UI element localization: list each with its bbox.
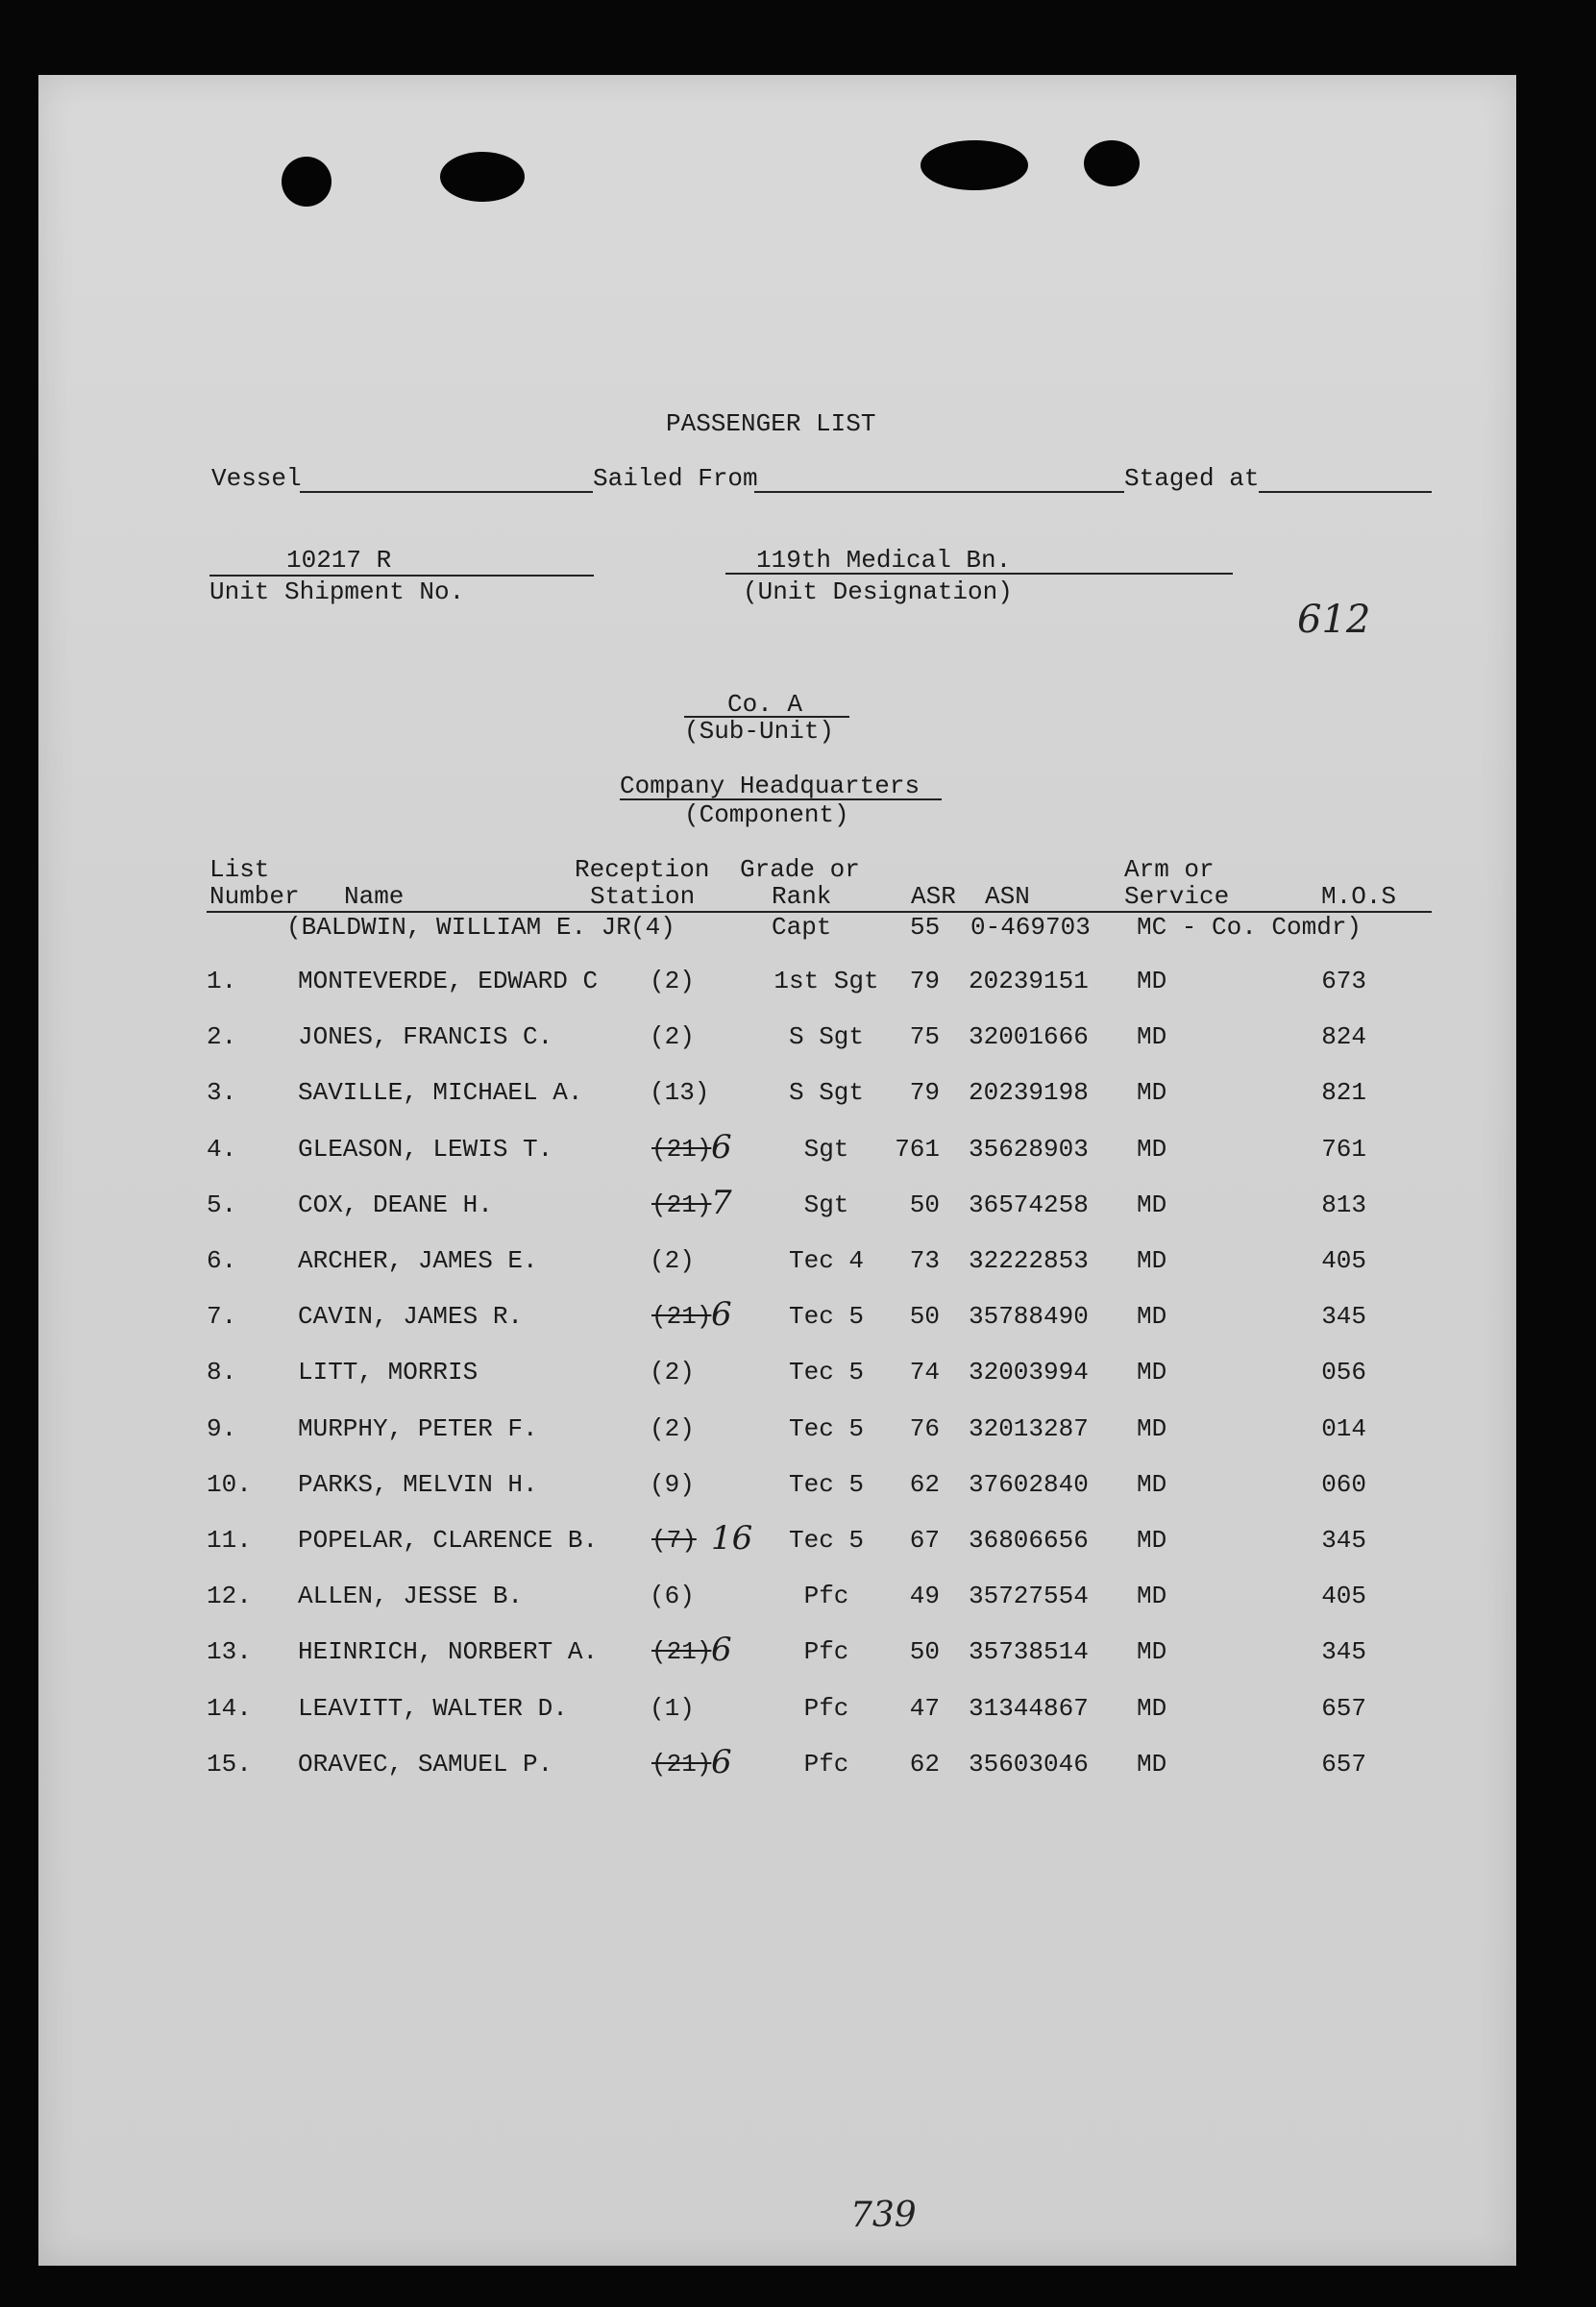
col-name: Name [344,882,405,911]
row-name: ORAVEC, SAMUEL P. [298,1750,553,1779]
row-number: 14. [207,1694,252,1723]
row-number: 13. [207,1637,252,1666]
row-service: MD [1137,1078,1167,1107]
row-reception-station: (13) [650,1078,710,1107]
row-rank: 1st Sgt [773,967,879,995]
row-rank: Tec 4 [788,1246,864,1275]
row-asn: 35628903 [969,1135,1089,1164]
row-name: MURPHY, PETER F. [298,1414,538,1443]
row-reception-station: (21) [651,1302,712,1331]
row-asn: 32003994 [969,1358,1089,1387]
row-name: HEINRICH, NORBERT A. [298,1637,599,1666]
row-name: ALLEN, JESSE B. [298,1582,524,1610]
row-mos: 824 [1321,1022,1366,1051]
vessel-field-line [300,491,593,493]
row-service: MD [1137,1022,1167,1051]
punch-hole [1084,140,1140,186]
commander-service: MC - Co. Comdr) [1137,913,1363,942]
row-reception-station: (2) [650,1246,695,1275]
sailed-from-field-line [754,491,1124,493]
row-asn: 32222853 [969,1246,1089,1275]
row-name: POPELAR, CLARENCE B. [298,1526,599,1555]
row-reception-station: (2) [650,1022,695,1051]
row-mos: 345 [1321,1637,1366,1666]
row-handwritten-station: 6 [711,1128,732,1166]
col-arm: Arm or [1124,855,1215,884]
row-service: MD [1137,1358,1167,1387]
row-mos: 345 [1321,1526,1366,1555]
staged-at-field-line [1259,491,1432,493]
row-reception-station: (1) [650,1694,695,1723]
subunit-label: (Sub-Unit) [684,717,835,746]
row-number: 4. [207,1135,237,1164]
row-handwritten-station: 6 [711,1295,732,1334]
row-asr: 76 [909,1414,940,1443]
row-mos: 821 [1321,1078,1366,1107]
row-number: 11. [207,1526,252,1555]
row-rank: Pfc [803,1637,849,1666]
row-rank: Pfc [803,1694,849,1723]
row-number: 5. [207,1190,237,1219]
row-mos: 056 [1321,1358,1366,1387]
row-mos: 657 [1321,1750,1366,1779]
row-service: MD [1137,1637,1167,1666]
row-handwritten-station: 7 [711,1184,732,1222]
row-asn: 20239198 [969,1078,1089,1107]
row-name: CAVIN, JAMES R. [298,1302,524,1331]
page-title: PASSENGER LIST [666,409,876,438]
row-asn: 35738514 [969,1637,1089,1666]
component-label: (Component) [684,800,849,829]
row-asr: 73 [909,1246,940,1275]
row-rank: Tec 5 [788,1302,864,1331]
col-list-number-2: Number [209,882,300,911]
row-service: MD [1137,1190,1167,1219]
row-asn: 35788490 [969,1302,1089,1331]
col-mos: M.O.S [1321,882,1397,911]
row-name: MONTEVERDE, EDWARD C [298,967,599,995]
row-asr: 50 [909,1190,940,1219]
row-handwritten-station: 16 [711,1519,753,1558]
row-asn: 35603046 [969,1750,1089,1779]
row-reception-station: (21) [651,1750,712,1779]
row-number: 12. [207,1582,252,1610]
col-grade-2: Rank [772,882,832,911]
punch-hole [921,140,1028,190]
row-asr: 79 [909,967,940,995]
col-reception: Reception [575,855,710,884]
row-number: 8. [207,1358,237,1387]
row-name: GLEASON, LEWIS T. [298,1135,553,1164]
row-number: 10. [207,1470,252,1499]
unit-designation-label: (Unit Designation) [743,577,1013,606]
row-service: MD [1137,1694,1167,1723]
row-asn: 32013287 [969,1414,1089,1443]
row-asr: 79 [909,1078,940,1107]
row-rank: S Sgt [788,1078,864,1107]
row-rank: Tec 5 [788,1470,864,1499]
row-number: 15. [207,1750,252,1779]
sailed-from-label: Sailed From [593,464,758,493]
row-service: MD [1137,1414,1167,1443]
row-service: MD [1137,1750,1167,1779]
commander-name: (BALDWIN, WILLIAM E. JR [286,913,631,942]
row-mos: 813 [1321,1190,1366,1219]
row-reception-station: (6) [650,1582,695,1610]
row-number: 9. [207,1414,237,1443]
row-mos: 060 [1321,1470,1366,1499]
page-number: 739 [850,2196,917,2235]
row-reception-station: (2) [650,1358,695,1387]
row-asn: 35727554 [969,1582,1089,1610]
row-rank: Tec 5 [788,1358,864,1387]
row-reception-station: (21) [651,1637,712,1666]
row-number: 7. [207,1302,237,1331]
punch-hole [282,157,331,207]
row-asr: 50 [909,1637,940,1666]
staged-at-label: Staged at [1124,464,1260,493]
row-service: MD [1137,1470,1167,1499]
unit-designation-value: 119th Medical Bn. [756,546,1012,575]
row-rank: S Sgt [788,1022,864,1051]
shipment-no-value: 10217 R [286,546,392,575]
row-number: 3. [207,1078,237,1107]
row-asn: 36574258 [969,1190,1089,1219]
row-asr: 50 [909,1302,940,1331]
row-asn: 37602840 [969,1470,1089,1499]
row-rank: Pfc [803,1582,849,1610]
row-mos: 657 [1321,1694,1366,1723]
row-mos: 014 [1321,1414,1366,1443]
row-service: MD [1137,1582,1167,1610]
col-asr: ASR [911,882,956,911]
row-asn: 31344867 [969,1694,1089,1723]
row-service: MD [1137,1246,1167,1275]
row-asr: 761 [895,1135,940,1164]
row-asn: 36806656 [969,1526,1089,1555]
row-number: 1. [207,967,237,995]
row-name: SAVILLE, MICHAEL A. [298,1078,583,1107]
row-rank: Pfc [803,1750,849,1779]
row-rank: Tec 5 [788,1526,864,1555]
row-mos: 761 [1321,1135,1366,1164]
document-page [38,75,1516,2266]
row-number: 2. [207,1022,237,1051]
handwritten-number: 612 [1297,598,1371,642]
unit-designation-line [725,573,1233,575]
commander-asr: 55 [910,913,941,942]
row-service: MD [1137,1302,1167,1331]
commander-station: (4) [630,913,675,942]
row-name: PARKS, MELVIN H. [298,1470,538,1499]
row-name: COX, DEANE H. [298,1190,493,1219]
component-value: Company Headquarters [620,772,921,800]
row-number: 6. [207,1246,237,1275]
row-reception-station: (21) [651,1190,712,1219]
row-mos: 405 [1321,1246,1366,1275]
row-handwritten-station: 6 [711,1631,732,1669]
row-asr: 62 [909,1750,940,1779]
row-service: MD [1137,967,1167,995]
row-asr: 47 [909,1694,940,1723]
row-name: ARCHER, JAMES E. [298,1246,538,1275]
row-reception-station: (21) [651,1135,712,1164]
row-reception-station: (2) [650,1414,695,1443]
row-asn: 32001666 [969,1022,1089,1051]
row-mos: 345 [1321,1302,1366,1331]
row-rank: Sgt [803,1190,849,1219]
row-name: JONES, FRANCIS C. [298,1022,553,1051]
commander-asn: 0-469703 [970,913,1091,942]
row-rank: Tec 5 [788,1414,864,1443]
col-list-number: List [209,855,270,884]
col-arm-2: Service [1124,882,1230,911]
vessel-label: Vessel [211,464,302,493]
row-handwritten-station: 6 [711,1743,732,1781]
row-asr: 67 [909,1526,940,1555]
row-reception-station: (9) [650,1470,695,1499]
row-service: MD [1137,1526,1167,1555]
row-rank: Sgt [803,1135,849,1164]
col-grade: Grade or [740,855,860,884]
commander-rank: Capt [772,913,832,942]
row-reception-station: (2) [650,967,695,995]
shipment-no-line [209,575,594,577]
row-service: MD [1137,1135,1167,1164]
punch-hole [440,152,525,202]
row-asr: 75 [909,1022,940,1051]
row-asn: 20239151 [969,967,1089,995]
col-reception-2: Station [590,882,696,911]
shipment-no-label: Unit Shipment No. [209,577,465,606]
row-asr: 49 [909,1582,940,1610]
row-reception-station: (7) [651,1526,697,1555]
row-asr: 62 [909,1470,940,1499]
col-asn: ASN [985,882,1030,911]
subunit-value: Co. A [727,690,803,719]
row-mos: 673 [1321,967,1366,995]
row-name: LEAVITT, WALTER D. [298,1694,568,1723]
row-mos: 405 [1321,1582,1366,1610]
row-asr: 74 [909,1358,940,1387]
row-name: LITT, MORRIS [298,1358,479,1387]
